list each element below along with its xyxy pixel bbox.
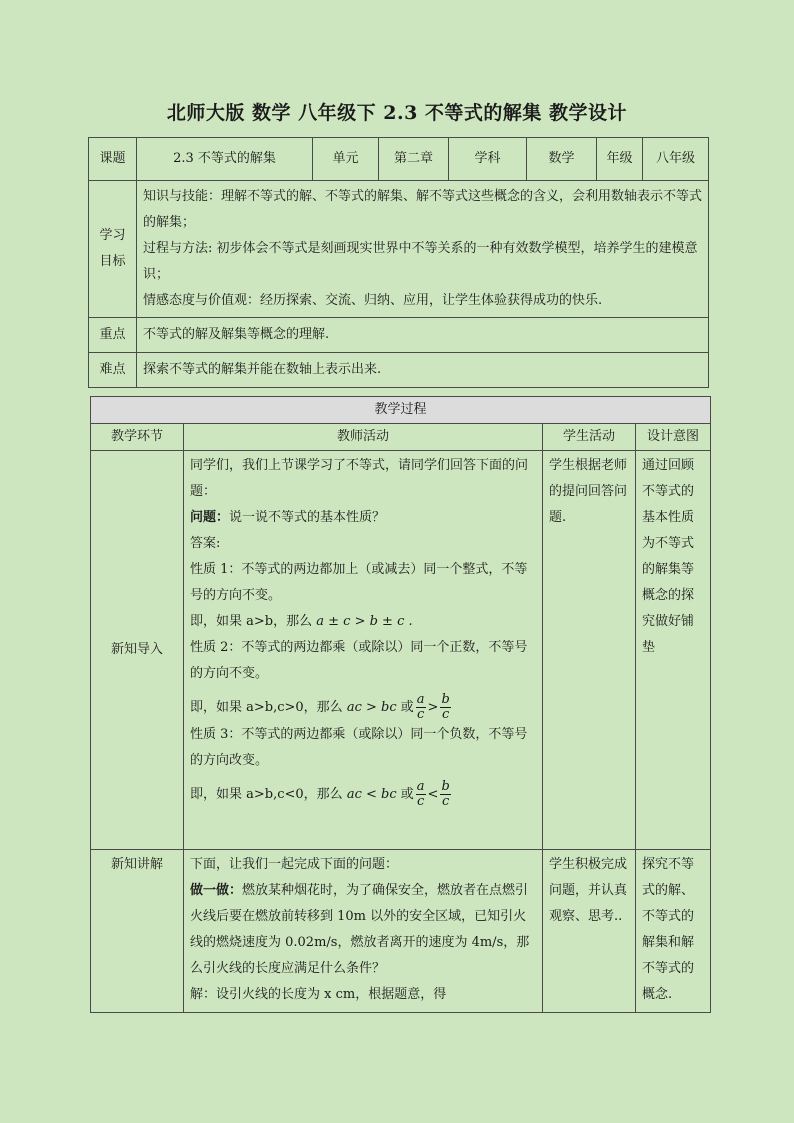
subject-label: 学科 bbox=[449, 138, 527, 181]
process-header: 教学过程 bbox=[91, 397, 711, 424]
grade-label: 年级 bbox=[597, 138, 643, 181]
property-1-eq-pre: 即，如果 a>b，那么 bbox=[190, 614, 313, 629]
question-text: 说一说不等式的基本性质？ bbox=[229, 510, 386, 525]
property-3-cmp: < bbox=[427, 787, 439, 802]
try-label: 做一做： bbox=[190, 883, 243, 898]
col-intent: 设计意图 bbox=[636, 424, 711, 451]
question-label: 问题： bbox=[190, 510, 230, 525]
property-3: 性质 3：不等式的两边都乘（或除以）同一个负数，不等号的方向改变。 bbox=[190, 727, 528, 768]
fraction-a-over-c: $\frac{a}{c}$ bbox=[416, 692, 425, 722]
property-1-eq: a ± c > b ± c . bbox=[316, 614, 413, 629]
difficulty-value: 探索不等式的解集并能在数轴上表示出来. bbox=[137, 353, 709, 388]
property-2-eq: ac > bc bbox=[346, 700, 397, 715]
grade-value: 八年级 bbox=[643, 138, 709, 181]
key-label: 重点 bbox=[89, 318, 137, 353]
goal-process: 过程与方法: 初步体会不等式是刻画现实世界中不等关系的一种有效数学模型，培养学生的建模意识； bbox=[143, 241, 698, 282]
lesson-label: 课题 bbox=[89, 138, 137, 181]
unit-value: 第二章 bbox=[379, 138, 449, 181]
fraction-b-over-c: $\frac{b}{c}$ bbox=[441, 692, 450, 722]
goals-label: 学习目标 bbox=[89, 181, 137, 318]
try-text: 燃放某种烟花时，为了确保安全，燃放者在点燃引火线后要在燃放前转移到 10m 以外的安全区域，已知引火线的燃烧速度为 0.02m/s，燃放者离开的速度为 4m/s，那么引火线的长度应满足什么条件？ bbox=[190, 883, 530, 976]
subject-value: 数学 bbox=[527, 138, 597, 181]
property-2-or: 或 bbox=[400, 700, 414, 715]
explain-intro: 下面，让我们一起完成下面的问题： bbox=[190, 857, 399, 872]
unit-label: 单元 bbox=[313, 138, 379, 181]
solution-text: 解：设引火线的长度为 x cm，根据题意，得 bbox=[190, 987, 447, 1002]
lesson-value: 2.3 不等式的解集 bbox=[137, 138, 313, 181]
stage-intro: 新知导入 bbox=[91, 451, 184, 850]
goal-knowledge: 知识与技能：理解不等式的解、不等式的解集、解不等式这些概念的含义，会利用数轴表示不等式的解集； bbox=[143, 189, 703, 230]
col-stage: 教学环节 bbox=[91, 424, 184, 451]
property-3-or: 或 bbox=[400, 787, 414, 802]
difficulty-label: 难点 bbox=[89, 353, 137, 388]
col-teacher: 教师活动 bbox=[184, 424, 543, 451]
property-2-eq-pre: 即，如果 a>b,c>0，那么 bbox=[190, 700, 343, 715]
stage-explain: 新知讲解 bbox=[91, 850, 184, 1013]
property-1: 性质 1：不等式的两边都加上（或减去）同一个整式，不等号的方向不变。 bbox=[190, 562, 528, 603]
answer-label: 答案: bbox=[190, 536, 221, 551]
intro-text: 同学们，我们上节课学习了不等式，请同学们回答下面的问题： bbox=[190, 458, 529, 499]
property-3-eq: ac < bc bbox=[346, 787, 397, 802]
student-activity-2: 学生积极完成问题，并认真观察、思考.. bbox=[543, 850, 636, 1013]
col-student: 学生活动 bbox=[543, 424, 636, 451]
fraction-b-over-c-2: $\frac{b}{c}$ bbox=[441, 779, 450, 809]
process-table bbox=[90, 396, 711, 1013]
goal-attitude: 情感态度与价值观：经历探索、交流、归纳、应用，让学生体验获得成功的快乐. bbox=[143, 293, 603, 308]
key-value: 不等式的解及解集等概念的理解. bbox=[137, 318, 709, 353]
page-title: 北师大版 数学 八年级下 2.3 不等式的解集 教学设计 bbox=[166, 102, 628, 124]
property-2: 性质 2：不等式的两边都乘（或除以）同一个正数，不等号的方向不变。 bbox=[190, 640, 528, 681]
property-2-cmp: > bbox=[427, 700, 439, 715]
property-3-eq-pre: 即，如果 a>b,c<0，那么 bbox=[190, 787, 343, 802]
fraction-a-over-c-2: $\frac{a}{c}$ bbox=[416, 779, 425, 809]
info-table bbox=[88, 137, 709, 388]
design-intent-1: 通过回顾不等式的基本性质为不等式的解集等概念的探究做好铺垫 bbox=[636, 451, 711, 850]
design-intent-2: 探究不等式的解、不等式的解集和解不等式的概念. bbox=[636, 850, 711, 1013]
student-activity-1: 学生根据老师的提问回答问题. bbox=[543, 451, 636, 850]
